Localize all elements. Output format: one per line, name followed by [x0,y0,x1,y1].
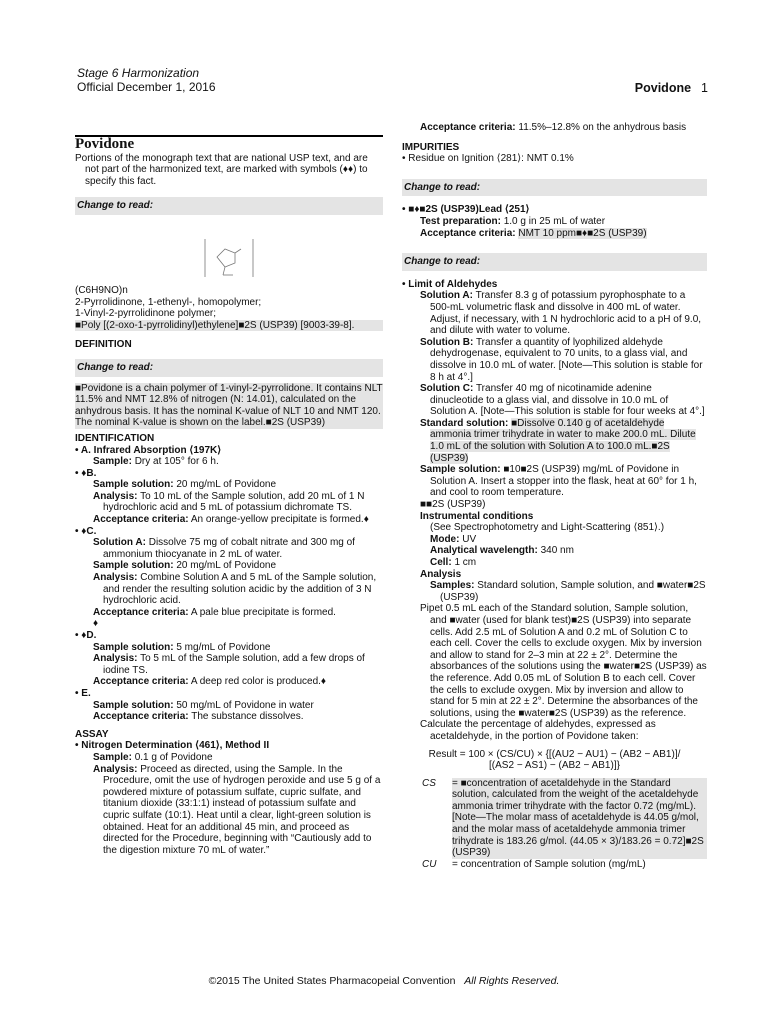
label: Analysis: [93,653,138,665]
intro-text: Portions of the monograph text that are national USP text, and are not part of the harmonized text, are marked with symbols (♦♦) to specify this fact. [75,152,368,187]
value: ■Dissolve 0.140 g of acetaldehyde ammonia trimer trihydrate in water to make 200.0 mL. Dilute 1.0 mL of the solution with Solution A to 100.0 mL.■2S (USP39) [430,417,696,464]
id-c-accept [75,607,383,619]
copyright: ©2015 The United States Pharmacopeial Convention [208,975,456,987]
value: To 10 mL of the Sample solution, add 20 mL of 1 N hydrochloric acid and 5 mL of potassium dichromate TS. [103,490,365,514]
page-number: 1 [701,81,708,95]
instrumental-heading: Instrumental conditions [420,510,534,522]
label: Mode: [430,533,460,545]
change-to-read-label-2: Change to read: [75,359,383,377]
value: UV [462,533,477,545]
label: Analysis: [93,490,138,502]
residue-on-ignition: • Residue on Ignition ⟨281⟩: NMT 0.1% [402,153,574,165]
label: Sample: [93,456,132,468]
label: Acceptance criteria: [93,711,189,723]
value: A deep red color is produced.♦ [190,676,327,688]
name-line-3: ■Poly [(2-oxo-1-pyrrolidinyl)ethylene]■2S (USP39) [9003-39-8]. [75,320,383,332]
aldehydes-title: • Limit of Aldehydes [402,278,498,290]
id-b-sample [75,479,383,491]
monograph-title: Povidone [75,135,383,151]
label: Solution B: [420,336,474,348]
value: Standard solution, Sample solution, and ■water■2S (USP39) [440,580,706,603]
value: Proceed as directed, using the Sample. In the Procedure, omit the use of hydrogen peroxide and use 5 g of a powdered mixture of potassium sulfate, cupric sulfate, and titanium dioxide (33:1:1) instead of potassium sulfate and cupric sulfate (10:1). Heat until a clear, light-green solution is obtained. Heat for an additional 45 min, and proceed as directed for the Procedure, beginning with “Cautiously add to the digestion mixture 70 mL of water.” [103,763,381,856]
value: ■10■2S (USP39) mg/mL of Povidone in Solution A. Insert a stopper into the flask, heat at 60° for 1 h, and cool to room temperature. [430,464,697,499]
change-to-read-label-4: Change to read: [402,253,707,271]
definitions-table [422,778,707,871]
ald-solution-c [402,383,707,418]
assay-sample [75,752,383,764]
label: Analysis: [93,763,138,775]
id-e-accept [75,711,383,723]
value: The substance dissolves. [191,711,304,723]
label: Sample solution: [93,479,174,491]
label: Sample solution: [93,641,174,653]
value: Dry at 105° for 6 h. [134,456,219,468]
id-d-analysis [75,653,383,676]
value: Transfer 8.3 g of potassium pyrophosphate to a 500-mL volumetric flask and dissolve in 400 mL of water. Adjust, if necessary, with 1 N hydrochloric acid to a pH of 9.0, and dilute with water to volume. [430,290,702,337]
symbol: CU [422,858,437,870]
id-c-end: ♦ [93,618,99,630]
label: Solution A: [93,537,146,549]
label: Cell: [430,557,452,568]
id-b-accept [75,514,383,526]
id-b-analysis [75,491,383,514]
cell [402,557,707,569]
label: Sample solution: [93,699,174,711]
header-left [77,66,216,94]
label: Sample: [93,751,132,763]
wavelength [402,545,707,557]
value: 1.0 g in 25 mL of water [503,215,606,227]
calculate-text: Calculate the percentage of aldehydes, expressed as acetaldehyde, in the portion of Povidone taken: [420,719,656,742]
definition-text: ■Povidone is a chain polymer of 1-vinyl-2-pyrrolidone. It contains NLT 11.5% and NMT 12.8% of nitrogen (N: 14.01), calculated on the anhydrous basis. It has the nominal K-value of NLT 10 and NMT 120. The nominal K-value is shown on the label.■2S (USP39) [75,382,383,429]
value: Transfer 40 mg of nicotinamide adenine dinucleotide to a glass vial, and dissolve in 10.0 mL of Solution A. [Note—This solution is stable for four weeks at 4°.] [430,383,705,418]
acceptance-top [402,122,707,134]
change-to-read-label-3: Change to read: [402,179,707,197]
label: Analytical wavelength: [430,545,538,557]
id-d-accept [75,676,383,688]
symbol: CS [422,777,436,789]
value: NMT 10 ppm■♦■2S (USP39) [518,227,647,239]
impurities-heading: IMPURITIES [402,141,460,153]
definition: = concentration of Sample solution (mg/mL) [452,858,646,870]
value: 11.5%–12.8% on the anhydrous basis [518,122,687,133]
ald-solution-b [402,337,707,383]
right-column [402,122,707,870]
label: Sample solution: [93,560,174,572]
definition: = ■concentration of acetaldehyde in the Standard solution, calculated from the weight of the acetaldehyde ammonia trimer trihydrate with the factor 0.72 (mg/mL). [Note—The molar mass of acetaldehyde is 44.05 g/mol, and the molar mass of acetaldehyde ammonia trimer trihydrate is 183.26 g/mol. (44.05 × 3)/183.26 = 0.72]■2S (USP39) [452,778,707,859]
value: 20 mg/mL of Povidone [176,560,277,572]
definition-heading: DEFINITION [75,339,132,351]
value: 340 nm [540,545,574,557]
header-date: Official December 1, 2016 [77,80,216,94]
revision-mark: ■■2S (USP39) [420,499,486,511]
assay-title: • Nitrogen Determination ⟨461⟩, Method II [75,740,270,752]
value: 0.1 g of Povidone [134,751,213,763]
footer [0,975,768,987]
label: Acceptance criteria: [420,227,516,239]
id-b-title: • ♦B. [75,467,97,479]
label: Solution A: [420,290,473,302]
id-e-sample [75,700,383,712]
formula-line-1: Result = 100 × (CS/CU) × {[(AU2 − AU1) − (AB2 − AB1)]/ [428,748,681,760]
label: Acceptance criteria: [93,514,189,526]
rights: All Rights Reserved. [464,975,560,987]
assay-heading: ASSAY [75,728,109,740]
label: Standard solution: [420,417,509,429]
header-right [635,81,708,95]
value: Combine Solution A and 5 mL of the Sample solution, and render the resulting solution acidic by the addition of 3 N hydrochloric acid. [103,572,377,607]
ald-solution-a [402,290,707,336]
value: Transfer a quantity of lyophilized aldehyde dehydrogenase, equivalent to 70 units, to a glass vial, and dissolve in 10.0 mL of water. [Note—This solution is stable for 8 h at 4°.] [430,336,703,383]
label: Acceptance criteria: [93,606,189,618]
label: Analysis: [93,572,138,584]
label: Acceptance criteria: [93,676,189,688]
label: Solution C: [420,383,474,395]
analysis-pipet: Pipet 0.5 mL each of the Standard solution, Sample solution, and ■water (used for blank test)■2S (USP39) into separate cells. Add 2.5 mL of Solution A and 0.2 mL of Solution C to each cell. Cover the cells to exclude oxygen. Mix by inversion and allow to stand for 2–3 min at 22 ± 2°. Determine the absorbances of the solutions using the ■water■2S (USP39) as the reference. Add 0.05 mL of Solution B to each cell. Cover the cells to exclude oxygen. Mix by inversion and allow to stand for 5 min at 22 ± 2°. Determine the absorbances of the solutions, using the ■water■2S (USP39) as the reference. [420,603,707,719]
assay-analysis [75,764,383,857]
value: An orange-yellow precipitate is formed.♦ [190,514,369,526]
id-d-title: • ♦D. [75,630,97,641]
value: A pale blue precipitate is formed. [190,606,336,618]
header-title: Povidone [634,81,692,95]
formula-line-2: [(AS2 − AS1) − (AB2 − AB1)]} [489,760,620,772]
id-a-title: • A. Infrared Absorption ⟨197K⟩ [75,444,222,456]
change-to-read-label: Change to read: [75,197,383,215]
label: Sample solution: [420,464,501,476]
name-line-2: 1-Vinyl-2-pyrrolidinone polymer; [75,308,216,320]
chemical-structure-image [199,229,259,279]
value: 1 cm [454,557,477,568]
id-c-sample [75,560,383,572]
def-row-cu [422,859,707,871]
analysis-heading: Analysis [420,568,462,580]
molecular-formula: (C6H9NO)n [75,284,128,296]
name-line-1: 2-Pyrrolidinone, 1-ethenyl-, homopolymer; [75,296,262,308]
value: Dissolve 75 mg of cobalt nitrate and 300 mg of ammonium thiocyanate in 2 mL of water. [103,537,355,560]
lead-accept [402,228,707,240]
label: Test preparation: [420,215,501,227]
id-c-title: • ♦C. [75,525,97,537]
lead-title: • ■♦■2S (USP39)Lead ⟨251⟩ [402,204,530,216]
label: Acceptance criteria: [420,122,516,133]
label: Samples: [430,580,475,592]
ald-sample-solution [402,464,707,499]
value: 20 mg/mL of Povidone [176,479,277,491]
mode [402,534,707,546]
header-series: Stage 6 Harmonization [77,66,200,80]
left-column [75,135,383,856]
value: 5 mg/mL of Povidone [176,641,271,653]
def-row-cs [422,778,707,859]
id-d-sample [75,642,383,654]
id-a-sample [75,456,383,468]
lead-test-prep [402,216,707,228]
value: 50 mg/mL of Povidone in water [176,699,314,711]
id-c-analysis [75,572,383,607]
instrumental-see: (See Spectrophotometry and Light-Scattering ⟨851⟩.) [430,522,665,534]
value: To 5 mL of the Sample solution, add a few drops of iodine TS. [103,653,365,676]
id-e-title: • E. [75,687,91,699]
identification-heading: IDENTIFICATION [75,432,155,444]
ald-standard-solution [402,418,707,464]
id-c-sola [75,537,383,560]
result-formula [402,749,707,772]
analysis-samples [402,580,707,603]
